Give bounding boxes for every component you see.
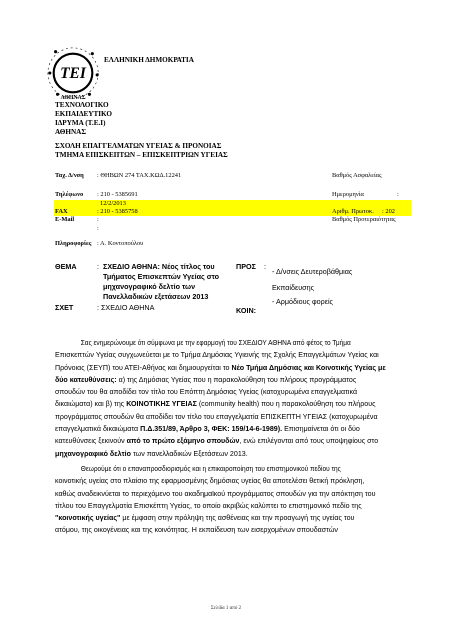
- recipient-line-1: - Δ/νσεις Δευτεροβάθμιας: [272, 267, 353, 276]
- body-paragraph-1: [55, 337, 405, 460]
- subject-line-3: μηχανογραφικό δελτίο των: [103, 282, 196, 291]
- address-value: : ΘΗΒΩΝ 274 ΤΑΧ.ΚΩΔ.12241: [97, 172, 182, 179]
- department-name: ΤΜΗΜΑ ΕΠΙΣΚΕΠΤΩΝ – ΕΠΙΣΚΕΠΤΡΙΩΝ ΥΓΕΙΑΣ: [55, 151, 228, 159]
- body-paragraph-2: [55, 463, 405, 537]
- p1-line: μηχανογραφικό δελτίο των πανελλαδικών Εξετάσεων 2013.: [55, 449, 248, 458]
- date-label: Ημερομηνία: [332, 191, 364, 198]
- related-label: ΣΧΕΤ: [55, 303, 74, 312]
- p2-line: κοινοτικής υγείας στο πλαίσιο της εφαρμοσμένης δημόσιας υγείας θα αποτελέσει θετική πρόκληση,: [55, 477, 365, 486]
- p2-line: καθώς αναδεικνύεται το περιεχόμενο του ακαδημαϊκού προγράμματος σπουδών για την απόκτηση του: [55, 489, 376, 498]
- email-label: E-Mail: [55, 216, 75, 223]
- p2-line: "κοινοτικής υγείας" με έμφαση στην πρόληψη της ασθένειας και την προαγωγή της υγείας του: [55, 514, 355, 523]
- institution-line-1: ΤΕΧΝΟΛΟΓΙΚΟ: [55, 101, 109, 109]
- p1-line: κατευθύνσεις ξεκινούν από το πρώτο εξάμηνο σπουδών, ενώ επιλέγονται από τους υποψηφίους στο: [55, 437, 379, 446]
- republic-title: ΕΛΛΗΝΙΚΗ ΔΗΜΟΚΡΑΤΙΑ: [104, 56, 194, 64]
- fax-label: FAX: [55, 208, 68, 215]
- email-value: :: [97, 216, 99, 223]
- related-value: : ΣΧΕΔΙΟ ΑΘΗΝΑ: [97, 303, 155, 312]
- priority-label: Βαθμός Προτεραιότητας: [332, 216, 396, 223]
- p1-line: Σας ενημερώνουμε ότι σύμφωνα με την εφαρμογή του ΣΧΕΔΙΟΥ ΑΘΗΝΑ από φέτος το Τμήμα: [80, 339, 351, 347]
- p1-line: σπουδών του θα αποδίδει τον τίτλο του Επόπτη Δημόσιας Υγείας (κατοχυρωμένα επαγγελματικά: [55, 388, 358, 397]
- to-label: ΠΡΟΣ: [236, 262, 256, 271]
- subject-label: ΘΕΜΑ: [55, 262, 77, 271]
- p1-line: δύο κατευθύνσεις: α) της Δημόσιας Υγείας που η παρακολούθηση του πλήρους προγράμματος: [55, 375, 357, 384]
- page-number: Σελίδα 1 από 2: [210, 606, 242, 611]
- p2-line: ατόμου, της οικογένειας και της κοινότητας. Η εκπαίδευση των εισερχομένων σπουδαστών: [55, 526, 338, 535]
- p1-line: Επισκεπτών Υγείας συγχωνεύεται με το Τμήμα Δημόσιας Υγιεινής της Σχολής Επαγγελμάτων Υγείας και: [55, 351, 379, 360]
- p1-line: προγράμματος σπουδών θα αποδίδει τον τίτλο του επαγγελματία ΕΠΙΣΚΕΠΤΗ ΥΓΕΙΑΣ (κατοχυρωμένα: [55, 412, 378, 421]
- p1-line: Πρόνοιας (ΣΕΥΠ) του ΑΤΕΙ-Αθήνας και δημιουργείται το Νέο Τμήμα Δημόσιας και Κοινοτικής Υγείας με: [55, 363, 386, 372]
- info-value: : Α. Κοντοπούλου: [97, 240, 144, 247]
- p2-line: τίτλου του Επαγγελματία Επισκέπτη Υγείας, το οποίο ακριβώς καλύπτει το επιστημονικό πεδίο της: [55, 501, 362, 510]
- institution-line-4: ΑΘΗΝΑΣ: [55, 128, 87, 136]
- p1-line: επαγγελματικά δικαιώματα Π.Δ.351/89, Άρθρο 3, ΦΕΚ: 159/14-6-1989). Επισημαίνεται ότι οι δύο: [55, 425, 360, 434]
- p1-line: δικαιώματα) και β) της ΚΟΙΝΟΤΙΚΗΣ ΥΓΕΙΑΣ (community health) που η παρακολούθηση του πλήρους: [55, 400, 376, 409]
- tei-logo: [44, 44, 102, 102]
- recipient-line-2: Εκπαίδευσης: [272, 283, 315, 292]
- blank-colon: :: [97, 225, 99, 232]
- subject-line-1: ΣΧΕΔΙΟ ΑΘΗΝΑ: Νέος τίτλος του: [103, 262, 215, 271]
- subject-line-2: Τμήματος Επισκεπτών Υγείας στο: [103, 272, 220, 281]
- institution-line-3: ΙΔΡΥΜΑ (Τ.Ε.Ι): [55, 119, 106, 127]
- security-label: Βαθμός Ασφαλείας: [332, 172, 382, 179]
- p2-line: Θεωρούμε ότι ο επαναπροσδιορισμός και η επικαιροποίηση του επιστημονικού πεδίου της: [80, 465, 341, 473]
- to-colon: :: [264, 262, 266, 271]
- phone-value: : 210 - 5385691: [97, 191, 138, 198]
- phone-label: Τηλέφωνο: [55, 191, 84, 198]
- recipient-line-3: - Αρμόδιους φορείς: [272, 297, 334, 306]
- institution-line-2: ΕΚΠΑΙΔΕΥΤΙΚΟ: [55, 110, 112, 118]
- date-colon: :: [397, 191, 399, 198]
- phone-extra-date: 12/2/2013: [100, 200, 126, 207]
- fax-value: : 210 - 5385758: [97, 208, 138, 215]
- subject-colon: :: [97, 262, 99, 271]
- address-label: Ταχ. Δ/νση: [55, 172, 84, 179]
- logo-ring-text: ΑΘΗΝΑΣ: [60, 95, 86, 102]
- logo-letters: ΤΕΙ: [60, 64, 86, 82]
- info-label: Πληροφορίες: [55, 240, 92, 247]
- cc-label: ΚΟΙΝ:: [236, 306, 257, 315]
- protocol-label: Αριθμ. Πρωτοκ.: [332, 208, 374, 215]
- protocol-value: : 202: [382, 208, 395, 215]
- school-name: ΣΧΟΛΗ ΕΠΑΓΓΕΛΜΑΤΩΝ ΥΓΕΙΑΣ & ΠΡΟΝΟΙΑΣ: [55, 142, 222, 150]
- subject-line-4: Πανελλαδικών εξετάσεων 2013: [103, 292, 209, 301]
